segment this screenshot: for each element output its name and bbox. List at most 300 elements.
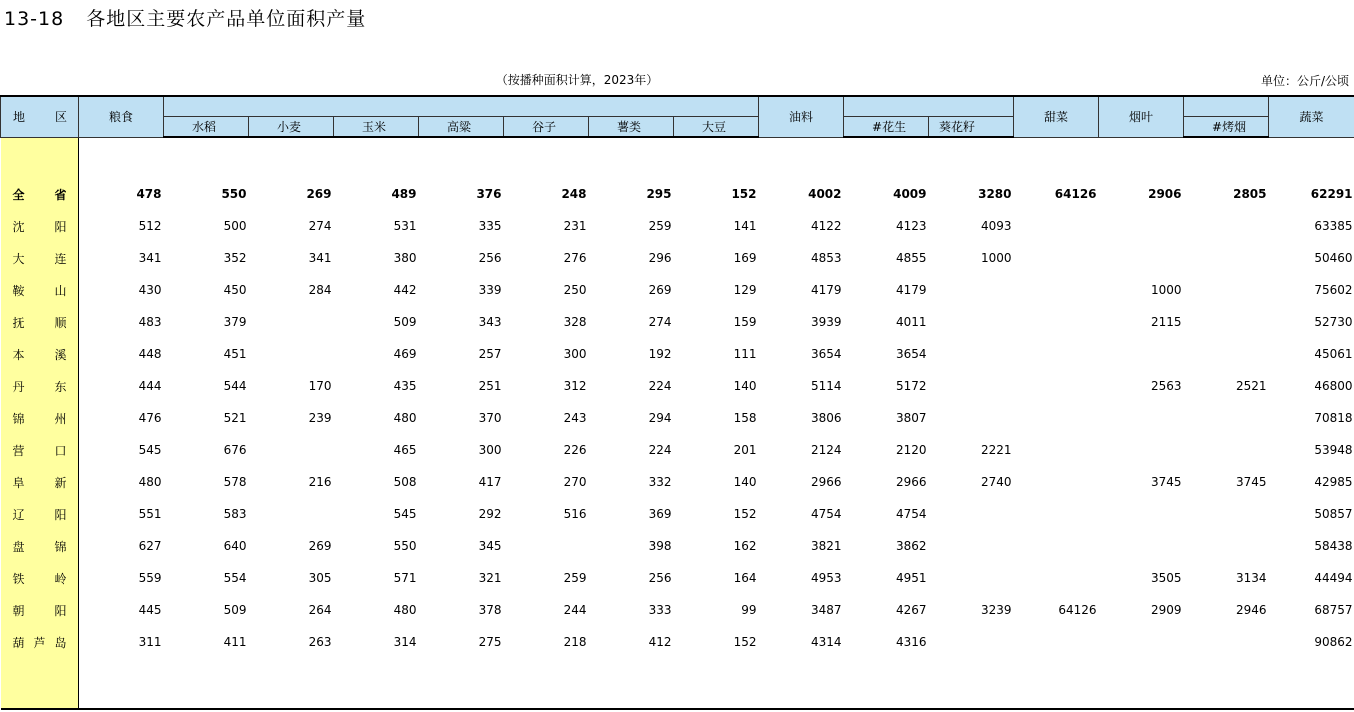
value-cell: 152 xyxy=(733,635,757,649)
value-cell: 676 xyxy=(223,443,247,457)
value-cell: 305 xyxy=(308,571,332,585)
value-cell: 544 xyxy=(223,379,247,393)
value-cell: 170 xyxy=(308,379,332,393)
region-char: 辽 xyxy=(12,507,25,522)
value-cell: 4122 xyxy=(810,219,842,233)
spacer-cell xyxy=(674,658,759,709)
region-char: 沈 xyxy=(12,219,25,234)
spacer-cell xyxy=(1099,658,1184,709)
value-cell: 341 xyxy=(308,251,332,265)
spacer-cell xyxy=(249,658,334,709)
header-grain-group-blank xyxy=(164,96,759,117)
value-cell: 140 xyxy=(733,475,757,489)
value-cell: 4316 xyxy=(895,635,927,649)
header-tubers: 薯类 xyxy=(589,117,674,138)
value-cell: 3862 xyxy=(895,539,927,553)
value-cell xyxy=(929,402,1014,434)
value-cell: 508 xyxy=(393,475,417,489)
value-cell xyxy=(1014,626,1099,658)
value-cell: 3654 xyxy=(810,347,842,361)
value-cell: 58438 xyxy=(1314,539,1353,553)
spacer-cell xyxy=(504,658,589,709)
value-cell: 578 xyxy=(223,475,247,489)
value-cell xyxy=(249,498,334,530)
value-cell: 378 xyxy=(478,603,502,617)
value-cell: 480 xyxy=(393,603,417,617)
value-cell: 243 xyxy=(563,411,587,425)
value-cell: 284 xyxy=(308,283,332,297)
value-cell: 4267 xyxy=(895,603,927,617)
value-cell xyxy=(249,338,334,370)
spacer-cell xyxy=(334,658,419,709)
header-wheat: 小麦 xyxy=(249,117,334,138)
value-cell: 296 xyxy=(648,251,672,265)
region-cell xyxy=(1,626,79,658)
value-cell: 321 xyxy=(478,571,502,585)
value-cell: 2115 xyxy=(1150,315,1182,329)
value-cell: 412 xyxy=(648,635,672,649)
spacer-cell xyxy=(1,137,79,178)
value-cell: 152 xyxy=(733,507,757,521)
value-cell xyxy=(929,498,1014,530)
region-char: 连 xyxy=(54,251,67,266)
value-cell: 263 xyxy=(308,635,332,649)
region-cell xyxy=(1,434,79,466)
header-region-char-1: 地 xyxy=(13,110,26,125)
value-cell: 2740 xyxy=(980,475,1012,489)
value-cell: 300 xyxy=(478,443,502,457)
table-row xyxy=(1,338,1354,370)
region-cell xyxy=(1,306,79,338)
value-cell: 300 xyxy=(563,347,587,361)
value-cell xyxy=(1184,530,1269,562)
table-row xyxy=(1,530,1354,562)
value-cell: 435 xyxy=(393,379,417,393)
value-cell: 5172 xyxy=(895,379,927,393)
value-cell: 169 xyxy=(733,251,757,265)
region-cell xyxy=(1,210,79,242)
header-oil-group-blank xyxy=(844,96,1014,117)
value-cell: 3806 xyxy=(810,411,842,425)
value-cell: 256 xyxy=(648,571,672,585)
value-cell: 583 xyxy=(223,507,247,521)
value-cell xyxy=(929,530,1014,562)
value-cell: 554 xyxy=(223,571,247,585)
value-cell: 2909 xyxy=(1150,603,1182,617)
value-cell xyxy=(1014,402,1099,434)
value-cell: 380 xyxy=(393,251,417,265)
value-cell: 4179 xyxy=(810,283,842,297)
value-cell: 345 xyxy=(478,539,502,553)
spacer-cell xyxy=(929,137,1014,178)
value-cell: 192 xyxy=(648,347,672,361)
value-cell: 430 xyxy=(138,283,162,297)
region-char: 葫 xyxy=(12,635,25,650)
value-cell: 3239 xyxy=(980,603,1012,617)
spacer-cell xyxy=(1014,137,1099,178)
spacer-cell xyxy=(844,658,929,709)
value-cell: 4009 xyxy=(893,187,927,201)
value-cell: 2805 xyxy=(1233,187,1267,201)
value-cell: 489 xyxy=(391,187,417,201)
value-cell: 140 xyxy=(733,379,757,393)
table-row xyxy=(1,562,1354,594)
header-tobacco: 烟叶 xyxy=(1099,96,1184,137)
table-row xyxy=(1,498,1354,530)
value-cell: 5114 xyxy=(810,379,842,393)
region-char: 盘 xyxy=(12,539,25,554)
value-cell: 3280 xyxy=(978,187,1012,201)
spacer-cell xyxy=(929,658,1014,709)
value-cell xyxy=(1184,434,1269,466)
value-cell: 545 xyxy=(393,507,417,521)
value-cell: 480 xyxy=(138,475,162,489)
header-region xyxy=(1,96,79,137)
value-cell: 376 xyxy=(476,187,502,201)
spacer-row xyxy=(1,658,1354,709)
value-cell: 250 xyxy=(563,283,587,297)
table-header xyxy=(1,96,1354,137)
spacer-cell xyxy=(419,137,504,178)
statistics-table xyxy=(0,95,1354,710)
spacer-cell xyxy=(844,137,929,178)
value-cell: 159 xyxy=(733,315,757,329)
value-cell: 294 xyxy=(648,411,672,425)
value-cell: 226 xyxy=(563,443,587,457)
value-cell xyxy=(1099,402,1184,434)
region-cell xyxy=(1,370,79,402)
region-char: 芦 xyxy=(33,635,46,650)
value-cell: 231 xyxy=(563,219,587,233)
value-cell xyxy=(1099,530,1184,562)
value-cell: 4002 xyxy=(808,187,842,201)
value-cell: 4855 xyxy=(895,251,927,265)
spacer-cell xyxy=(1269,137,1354,178)
value-cell: 224 xyxy=(648,379,672,393)
value-cell: 244 xyxy=(563,603,587,617)
table-row xyxy=(1,626,1354,658)
region-char: 顺 xyxy=(54,315,67,330)
value-cell xyxy=(1184,402,1269,434)
value-cell: 4953 xyxy=(810,571,842,585)
value-cell: 483 xyxy=(138,315,162,329)
value-cell: 276 xyxy=(563,251,587,265)
spacer-cell xyxy=(759,137,844,178)
table-body xyxy=(1,137,1354,709)
region-char: 省 xyxy=(54,187,67,202)
spacer-cell xyxy=(504,137,589,178)
value-cell: 509 xyxy=(223,603,247,617)
value-cell: 46800 xyxy=(1314,379,1353,393)
table-row xyxy=(1,594,1354,626)
value-cell: 3654 xyxy=(895,347,927,361)
value-cell xyxy=(1184,242,1269,274)
region-char: 本 xyxy=(12,347,25,362)
value-cell xyxy=(249,434,334,466)
value-cell: 521 xyxy=(223,411,247,425)
region-char: 阳 xyxy=(54,507,67,522)
table-row xyxy=(1,242,1354,274)
value-cell: 500 xyxy=(223,219,247,233)
value-cell: 53948 xyxy=(1314,443,1353,457)
value-cell: 3134 xyxy=(1235,571,1267,585)
value-cell: 162 xyxy=(733,539,757,553)
value-cell xyxy=(1184,498,1269,530)
value-cell: 335 xyxy=(478,219,502,233)
value-cell: 442 xyxy=(393,283,417,297)
value-cell: 2120 xyxy=(895,443,927,457)
value-cell: 328 xyxy=(563,315,587,329)
table-row xyxy=(1,466,1354,498)
value-cell: 201 xyxy=(733,443,757,457)
region-cell xyxy=(1,274,79,306)
region-char: 大 xyxy=(12,251,25,266)
spacer-cell xyxy=(79,137,164,178)
value-cell: 4093 xyxy=(980,219,1012,233)
spacer-cell xyxy=(334,137,419,178)
header-region-char-2: 区 xyxy=(55,110,68,125)
spacer-cell xyxy=(1014,658,1099,709)
value-cell xyxy=(504,530,589,562)
value-cell: 129 xyxy=(733,283,757,297)
region-cell xyxy=(1,466,79,498)
value-cell xyxy=(929,338,1014,370)
value-cell: 62291 xyxy=(1310,187,1353,201)
value-cell: 4853 xyxy=(810,251,842,265)
header-flue-tobacco: #烤烟 xyxy=(1184,117,1269,138)
value-cell: 259 xyxy=(648,219,672,233)
table-number: 13-18 xyxy=(4,8,65,30)
value-cell xyxy=(1014,210,1099,242)
value-cell: 75602 xyxy=(1314,283,1353,297)
value-cell: 275 xyxy=(478,635,502,649)
value-cell xyxy=(1014,466,1099,498)
value-cell: 256 xyxy=(478,251,502,265)
table-row xyxy=(1,402,1354,434)
header-sunflower: 葵花籽 xyxy=(929,117,1014,138)
value-cell: 4011 xyxy=(895,315,927,329)
value-cell: 218 xyxy=(563,635,587,649)
value-cell: 476 xyxy=(138,411,162,425)
value-cell xyxy=(1099,338,1184,370)
value-cell: 2563 xyxy=(1150,379,1182,393)
value-cell: 269 xyxy=(306,187,332,201)
header-beet: 甜菜 xyxy=(1014,96,1099,137)
value-cell xyxy=(249,306,334,338)
value-cell xyxy=(1184,210,1269,242)
region-char: 鞍 xyxy=(12,283,25,298)
header-tobacco-group-blank xyxy=(1184,96,1269,117)
table-row xyxy=(1,370,1354,402)
value-cell: 224 xyxy=(648,443,672,457)
value-cell xyxy=(1014,306,1099,338)
region-char: 新 xyxy=(54,475,67,490)
spacer-row xyxy=(1,137,1354,178)
value-cell xyxy=(1184,338,1269,370)
region-char: 铁 xyxy=(12,571,25,586)
value-cell: 448 xyxy=(138,347,162,361)
value-cell: 64126 xyxy=(1054,187,1097,201)
header-corn: 玉米 xyxy=(334,117,419,138)
region-cell xyxy=(1,562,79,594)
value-cell xyxy=(1014,370,1099,402)
region-cell xyxy=(1,178,79,210)
header-sorghum: 高粱 xyxy=(419,117,504,138)
region-char: 阜 xyxy=(12,475,25,490)
value-cell: 2906 xyxy=(1148,187,1182,201)
value-cell xyxy=(1014,498,1099,530)
value-cell: 2521 xyxy=(1235,379,1267,393)
value-cell xyxy=(1099,210,1184,242)
spacer-cell xyxy=(1269,658,1354,709)
value-cell xyxy=(1014,530,1099,562)
value-cell: 3821 xyxy=(810,539,842,553)
value-cell: 158 xyxy=(733,411,757,425)
value-cell: 339 xyxy=(478,283,502,297)
value-cell: 4754 xyxy=(810,507,842,521)
value-cell xyxy=(1014,274,1099,306)
spacer-cell xyxy=(164,137,249,178)
value-cell: 2221 xyxy=(980,443,1012,457)
value-cell: 2124 xyxy=(810,443,842,457)
value-cell xyxy=(929,274,1014,306)
value-cell xyxy=(929,306,1014,338)
spacer-cell xyxy=(419,658,504,709)
value-cell: 68757 xyxy=(1314,603,1353,617)
value-cell: 332 xyxy=(648,475,672,489)
region-cell xyxy=(1,498,79,530)
value-cell: 640 xyxy=(223,539,247,553)
header-oil: 油料 xyxy=(759,96,844,137)
region-char: 州 xyxy=(54,411,67,426)
spacer-cell xyxy=(1184,658,1269,709)
spacer-cell xyxy=(164,658,249,709)
value-cell: 269 xyxy=(308,539,332,553)
spacer-cell xyxy=(1,658,79,709)
value-cell xyxy=(929,370,1014,402)
value-cell: 264 xyxy=(308,603,332,617)
region-char: 阳 xyxy=(54,603,67,618)
value-cell: 312 xyxy=(563,379,587,393)
value-cell: 3745 xyxy=(1150,475,1182,489)
region-cell xyxy=(1,402,79,434)
region-char: 营 xyxy=(12,443,25,458)
value-cell: 274 xyxy=(648,315,672,329)
value-cell: 352 xyxy=(223,251,247,265)
table-row xyxy=(1,210,1354,242)
value-cell: 314 xyxy=(393,635,417,649)
value-cell: 509 xyxy=(393,315,417,329)
region-char: 丹 xyxy=(12,379,25,394)
value-cell: 274 xyxy=(308,219,332,233)
region-char: 山 xyxy=(54,283,67,298)
value-cell: 4179 xyxy=(895,283,927,297)
header-millet: 谷子 xyxy=(504,117,589,138)
value-cell: 465 xyxy=(393,443,417,457)
value-cell xyxy=(1099,242,1184,274)
region-char: 抚 xyxy=(12,315,25,330)
value-cell: 70818 xyxy=(1314,411,1353,425)
value-cell: 417 xyxy=(478,475,502,489)
value-cell: 164 xyxy=(733,571,757,585)
region-cell xyxy=(1,338,79,370)
spacer-cell xyxy=(1184,137,1269,178)
value-cell: 257 xyxy=(478,347,502,361)
value-cell: 44494 xyxy=(1314,571,1353,585)
value-cell: 141 xyxy=(733,219,757,233)
value-cell: 469 xyxy=(393,347,417,361)
value-cell: 4754 xyxy=(895,507,927,521)
value-cell: 248 xyxy=(561,187,587,201)
header-grain: 粮食 xyxy=(79,96,164,137)
value-cell: 3505 xyxy=(1150,571,1182,585)
spacer-cell xyxy=(79,658,164,709)
value-cell: 111 xyxy=(733,347,757,361)
value-cell: 152 xyxy=(731,187,757,201)
value-cell xyxy=(1184,274,1269,306)
value-cell: 1000 xyxy=(980,251,1012,265)
value-cell xyxy=(1014,434,1099,466)
header-soybean: 大豆 xyxy=(674,117,759,138)
region-char: 锦 xyxy=(12,411,25,426)
spacer-cell xyxy=(249,137,334,178)
value-cell: 239 xyxy=(308,411,332,425)
value-cell: 63385 xyxy=(1314,219,1353,233)
value-cell: 1000 xyxy=(1150,283,1182,297)
value-cell: 270 xyxy=(563,475,587,489)
value-cell xyxy=(1014,562,1099,594)
value-cell: 99 xyxy=(741,603,757,617)
region-char: 东 xyxy=(54,379,67,394)
spacer-cell xyxy=(589,658,674,709)
value-cell: 2966 xyxy=(895,475,927,489)
value-cell: 370 xyxy=(478,411,502,425)
value-cell xyxy=(1014,338,1099,370)
header-rice: 水稻 xyxy=(164,117,249,138)
value-cell: 379 xyxy=(223,315,247,329)
value-cell: 90862 xyxy=(1314,635,1353,649)
value-cell: 445 xyxy=(138,603,162,617)
value-cell xyxy=(1099,498,1184,530)
value-cell: 4314 xyxy=(810,635,842,649)
value-cell: 4123 xyxy=(895,219,927,233)
value-cell: 478 xyxy=(136,187,162,201)
spacer-cell xyxy=(1099,137,1184,178)
spacer-cell xyxy=(589,137,674,178)
value-cell: 3939 xyxy=(810,315,842,329)
value-cell: 3745 xyxy=(1235,475,1267,489)
table-row xyxy=(1,434,1354,466)
value-cell: 341 xyxy=(138,251,162,265)
value-cell: 369 xyxy=(648,507,672,521)
value-cell: 451 xyxy=(223,347,247,361)
region-char: 岛 xyxy=(54,635,67,650)
value-cell: 450 xyxy=(223,283,247,297)
value-cell: 259 xyxy=(563,571,587,585)
value-cell: 64126 xyxy=(1058,603,1097,617)
value-cell: 627 xyxy=(138,539,162,553)
value-cell: 398 xyxy=(648,539,672,553)
region-char: 岭 xyxy=(54,571,67,586)
value-cell: 216 xyxy=(308,475,332,489)
unit-label: 单位：公斤/公顷 xyxy=(1260,74,1349,88)
region-cell xyxy=(1,242,79,274)
value-cell: 4951 xyxy=(895,571,927,585)
header-vegetable: 蔬菜 xyxy=(1269,96,1354,137)
region-cell xyxy=(1,594,79,626)
table-row xyxy=(1,274,1354,306)
region-char: 朝 xyxy=(12,603,25,618)
